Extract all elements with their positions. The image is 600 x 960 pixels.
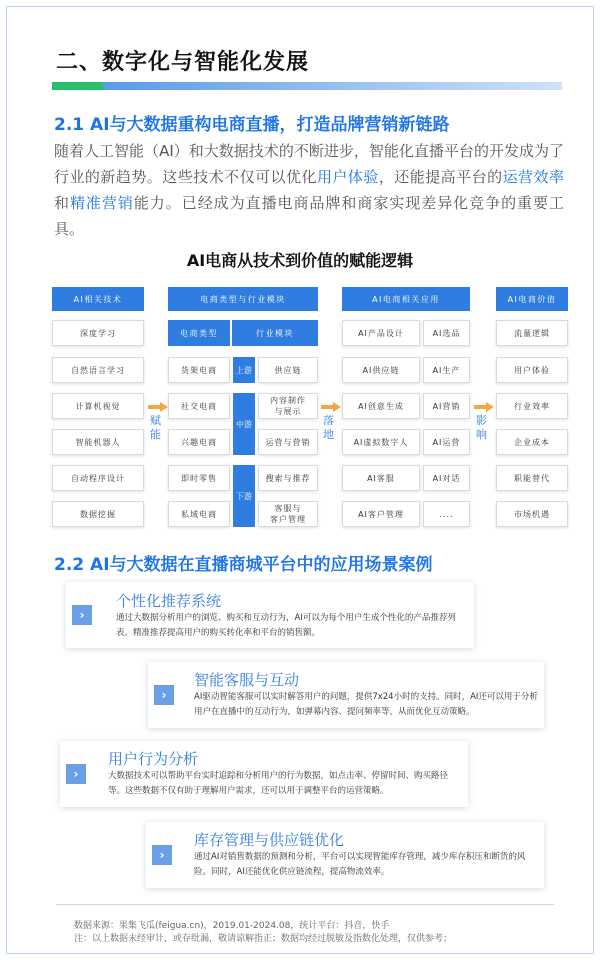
intro-text-1: 随着人工智能（AI）和大数据技术的不断进步，智能化直播平台的开发成为了行业的新趋势。这些技术不仅可以优化 <box>54 142 564 186</box>
intro-text-3: 和 <box>54 194 70 212</box>
ai-app-item: AI运营 <box>423 429 470 455</box>
sub-header-ecommerce-type: 电商类型 <box>168 320 230 346</box>
case-card-inventory <box>146 822 544 888</box>
ecommerce-type-item: 即时零售 <box>168 465 230 491</box>
ai-app-item: AI生产 <box>423 357 470 383</box>
case-card-behavior-analysis <box>60 741 468 807</box>
ai-app-item: AI供应链 <box>342 357 420 383</box>
case-card-recommendation <box>66 582 474 648</box>
col-ai-value-header: AI电商价值 <box>496 287 568 311</box>
section-title: 二、数字化与智能化发展 <box>56 50 310 75</box>
ai-app-item: AI客户管理 <box>342 501 420 527</box>
ecommerce-type-item: 私域电商 <box>168 501 230 527</box>
case-card-text: AI驱动智能客服可以实时解答用户的问题，提供7x24小时的支持。同时，AI还可以用于分析用户在直播中的互动行为，如弹幕内容、提问频率等，从而优化互动策略。 <box>194 692 538 717</box>
case-card-customer-service <box>148 662 544 728</box>
chevron-right-icon: › <box>66 764 86 784</box>
stage-midstream: 中游 <box>233 393 255 455</box>
ecommerce-type-item: 社交电商 <box>168 393 230 419</box>
industry-module-item: 搜索与推荐 <box>258 465 318 491</box>
ai-value-item: 职能替代 <box>496 465 568 491</box>
footnote-disclaimer: 注：以上数据未经审计，或存纰漏，敬请谅解指正；数据均经过脱敏及指数化处理，仅供参考； <box>74 934 453 944</box>
footer-divider <box>56 904 554 905</box>
chevron-right-icon: › <box>154 685 174 705</box>
industry-module-item: 内容制作 与展示 <box>258 393 318 419</box>
ai-tech-item: 深度学习 <box>52 320 144 346</box>
arrow-right-icon <box>148 402 168 412</box>
arrow-right-icon <box>474 402 494 412</box>
case-card-title: 个性化推荐系统 <box>116 592 222 610</box>
intro-paragraph <box>54 138 564 242</box>
arrow-label-influence: 影响 <box>476 414 487 441</box>
ai-tech-item: 计算机视觉 <box>52 393 144 419</box>
ai-tech-item: 自动程序设计 <box>52 465 144 491</box>
industry-module-item: 供应链 <box>258 357 318 383</box>
chevron-right-icon: › <box>152 845 172 865</box>
ai-tech-item: 数据挖掘 <box>52 501 144 527</box>
ecommerce-type-item: 货架电商 <box>168 357 230 383</box>
ai-value-item: 行业效率 <box>496 393 568 419</box>
ai-app-item: AI选品 <box>423 320 470 346</box>
ai-app-item: AI创意生成 <box>342 393 420 419</box>
arrow-label-empower: 赋能 <box>150 414 161 441</box>
ai-value-item: 市场机遇 <box>496 501 568 527</box>
industry-module-item: 运营与营销 <box>258 429 318 455</box>
highlight-operation-efficiency: 运营效率 <box>502 168 564 186</box>
subsection-heading-2-1: 2.1 AI与大数据重构电商直播，打造品牌营销新链路 <box>54 115 450 135</box>
title-underline-bar <box>52 82 562 90</box>
col-ecommerce-header: 电商类型与行业模块 <box>168 287 318 311</box>
footnote-source: 数据来源：果集飞瓜(feigua.cn)，2019.01-2024.08，统计平台：抖音，快手 <box>74 921 390 931</box>
stage-downstream: 下游 <box>233 465 255 527</box>
arrow-label-landing: 落地 <box>323 414 334 441</box>
col-ai-app-header: AI电商相关应用 <box>342 287 470 311</box>
highlight-user-experience: 用户体验 <box>316 168 379 186</box>
sub-header-industry-module: 行业模块 <box>232 320 318 346</box>
diagram-title: AI电商从技术到价值的赋能逻辑 <box>186 251 414 270</box>
arrow-right-icon <box>321 402 341 412</box>
col-ai-tech-header: AI相关技术 <box>52 287 144 311</box>
ai-value-item: 企业成本 <box>496 429 568 455</box>
case-card-title: 用户行为分析 <box>108 750 199 768</box>
intro-text-4: 能力。已经成为直播电商品牌和商家实现差异化竞争的重要工具。 <box>54 194 564 238</box>
ai-value-item: 用户体验 <box>496 357 568 383</box>
case-card-text: 通过AI对销售数据的预测和分析，平台可以实现智能库存管理，减少库存积压和断货的风险。同时，AI还能优化供应链流程，提高物流效率。 <box>194 852 526 877</box>
industry-module-item: 客服与 客户管理 <box>258 501 318 527</box>
case-card-title: 库存管理与供应链优化 <box>194 831 345 849</box>
ai-value-item: 流量逻辑 <box>496 320 568 346</box>
highlight-precision-marketing: 精准营销 <box>69 194 134 212</box>
ai-app-item: AI产品设计 <box>342 320 420 346</box>
case-card-title: 智能客服与互动 <box>194 671 300 689</box>
chevron-right-icon: › <box>72 605 92 625</box>
intro-text-2: ，还能提高平台的 <box>378 168 503 186</box>
stage-upstream: 上游 <box>233 357 255 383</box>
ai-tech-item: 智能机器人 <box>52 429 144 455</box>
case-card-text: 通过大数据分析用户的浏览、购买和互动行为，AI可以为每个用户生成个性化的产品推荐列表。精准推荐提高用户的购买转化率和平台的销售额。 <box>116 613 456 638</box>
case-card-text: 大数据技术可以帮助平台实时追踪和分析用户的行为数据，如点击率、停留时间、购买路径等。这些数据不仅有助于理解用户需求，还可以用于调整平台的运营策略。 <box>108 771 449 796</box>
ai-app-item: AI客服 <box>342 465 420 491</box>
ai-app-item: .... <box>423 501 470 527</box>
ai-app-item: AI虚拟数字人 <box>342 429 420 455</box>
subsection-heading-2-2: 2.2 AI与大数据在直播商城平台中的应用场景案例 <box>54 555 433 575</box>
ai-tech-item: 自然语言学习 <box>52 357 144 383</box>
ai-app-item: AI营销 <box>423 393 470 419</box>
ai-app-item: AI对话 <box>423 465 470 491</box>
ecommerce-type-item: 兴趣电商 <box>168 429 230 455</box>
